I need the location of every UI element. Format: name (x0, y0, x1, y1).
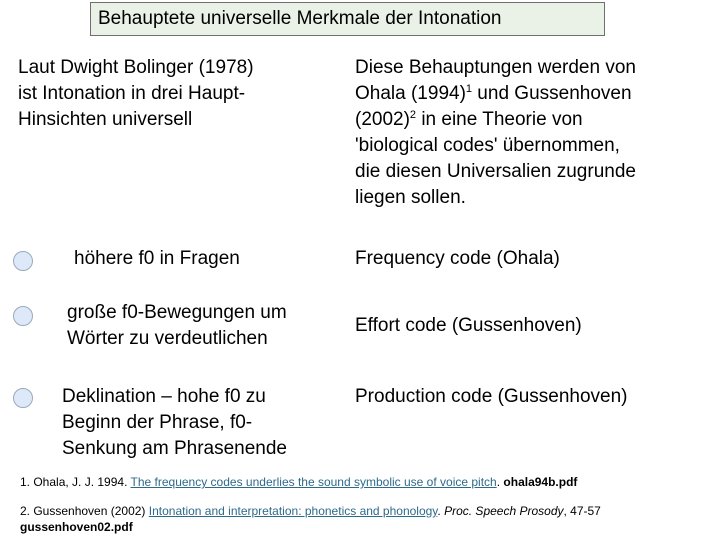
citation-ohala: Ohala (1994) (355, 83, 466, 104)
claim-line: Senkung am Phrasenende (62, 438, 287, 459)
footnote-2-file-line (20, 519, 133, 535)
right-intro-line: 'biological codes' übernommen, (355, 135, 620, 156)
bullet-icon (13, 388, 33, 408)
footnote-1-file: ohala94b.pdf (503, 475, 578, 489)
footnote-text: . (496, 475, 504, 489)
claim-line: Beginn der Phrase, f0- (62, 412, 253, 433)
claim-line: Deklination – hohe f0 zu (62, 386, 266, 407)
footnote-2-pages: , 47-57 (563, 504, 601, 518)
claim-line: Wörter zu verdeutlichen (67, 328, 268, 349)
claim-line: große f0-Bewegungen um (67, 302, 287, 323)
claim-line: höhere f0 in Fragen (74, 248, 240, 269)
code-3: Production code (Gussenhoven) (355, 386, 628, 407)
code-1: Frequency code (Ohala) (355, 248, 560, 269)
footnote-2-journal: Proc. Speech Prosody (444, 504, 564, 518)
left-intro-line: Laut Dwight Bolinger (1978) (18, 57, 254, 78)
claim-2 (67, 300, 337, 352)
footnote-1 (20, 474, 577, 490)
right-intro-line: die diesen Universalien zugrunde (355, 161, 636, 182)
citation-gussenhoven: (2002) (355, 109, 410, 130)
right-intro-line (355, 107, 695, 133)
right-intro-line: Diese Behauptungen werden von (355, 57, 636, 78)
bullet-icon (13, 251, 33, 271)
right-intro-line: liegen sollen. (355, 187, 466, 208)
code-2: Effort code (Gussenhoven) (355, 315, 582, 336)
footnote-text: . (437, 504, 445, 518)
footnote-2-file: gussenhoven02.pdf (20, 520, 133, 534)
claim-3 (62, 384, 332, 462)
claim-1 (74, 246, 334, 272)
right-intro-text: in eine Theorie von (416, 109, 583, 130)
footnote-1-link[interactable]: The frequency codes underlies the sound symbolic use of voice pitch (130, 475, 497, 489)
footnote-2-link[interactable]: Intonation and interpretation: phonetics and phonology (148, 504, 438, 518)
footnote-text: 2. Gussenhoven (2002) (20, 504, 149, 518)
right-intro-text: und Gussenhoven (472, 83, 632, 104)
footnote-ref-1: 1 (465, 83, 473, 95)
footnote-2 (20, 503, 601, 519)
left-intro-line: ist Intonation in drei Haupt- (18, 83, 246, 104)
bullet-icon (13, 306, 33, 326)
left-intro-line: Hinsichten universell (18, 109, 193, 130)
right-intro (355, 55, 695, 211)
footnote-ref-2: 2 (409, 109, 417, 121)
right-intro-line (355, 81, 695, 107)
left-intro (18, 55, 318, 133)
slide-title: Behauptete universelle Merkmale der Intonation (90, 2, 605, 36)
footnote-text: 1. Ohala, J. J. 1994. (20, 475, 131, 489)
